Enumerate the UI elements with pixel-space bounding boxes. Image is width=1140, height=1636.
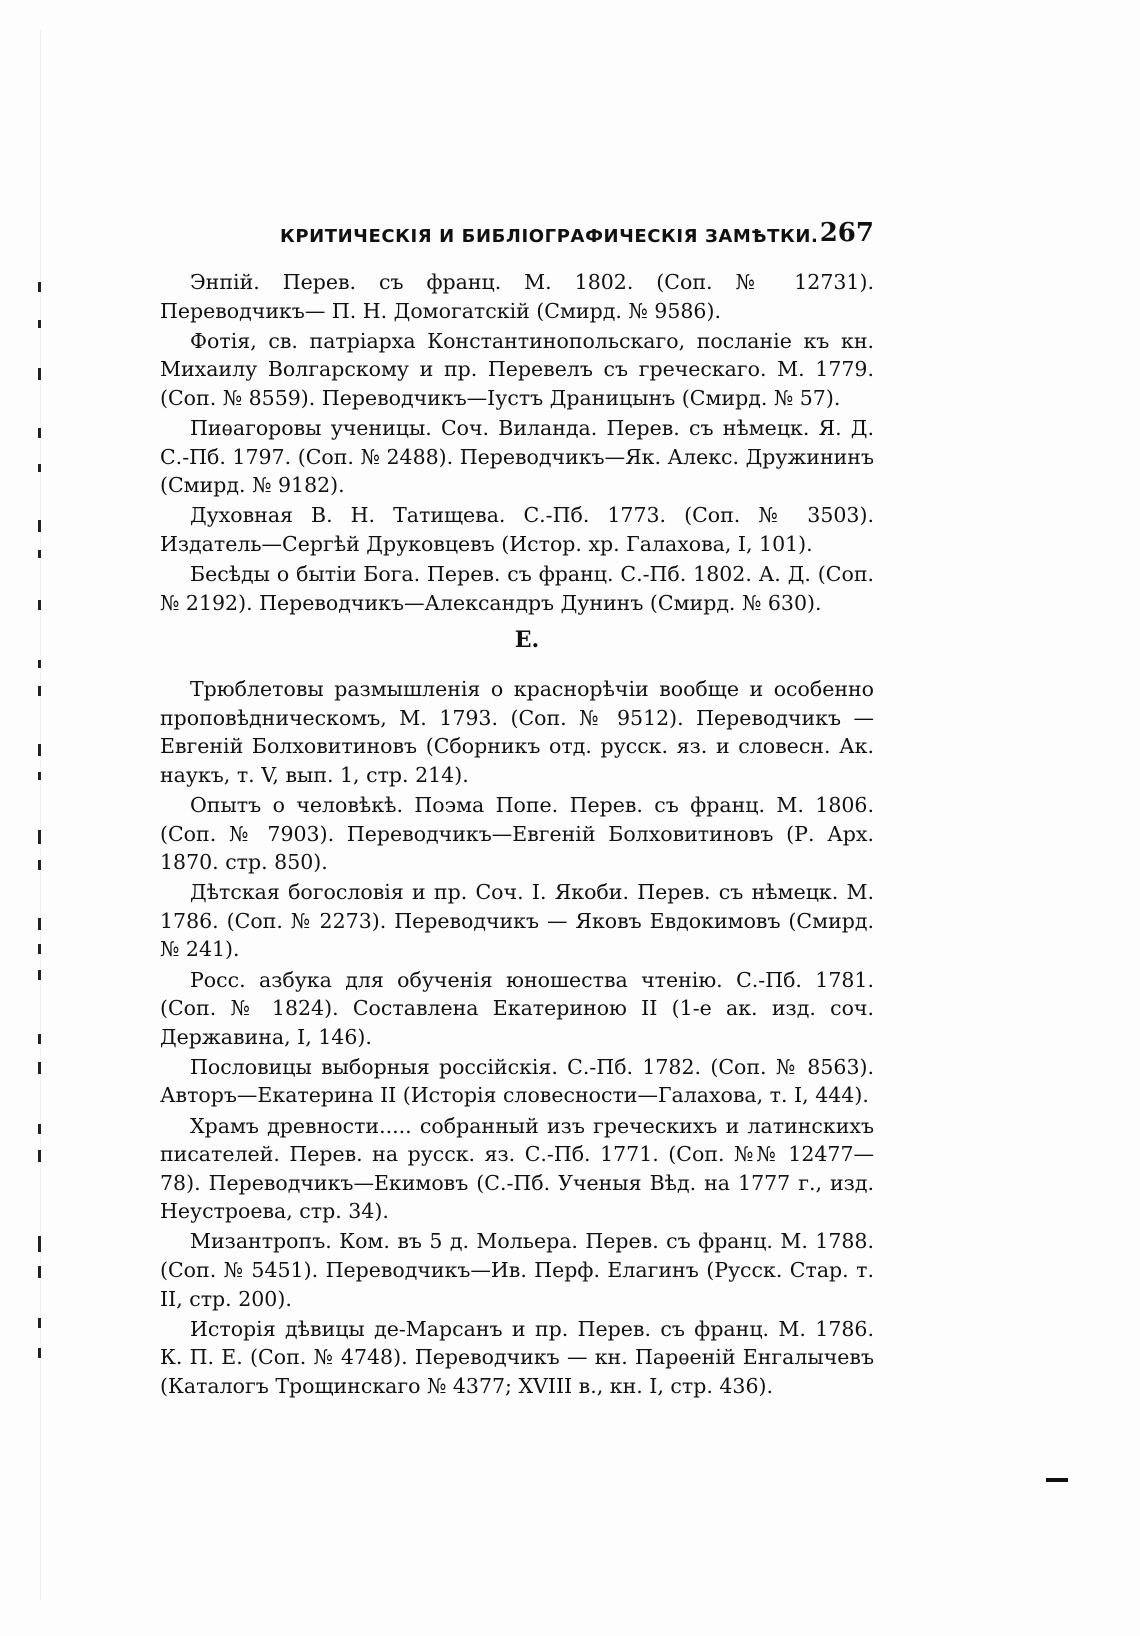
scan-mark <box>38 970 41 980</box>
scan-mark <box>38 1266 41 1278</box>
bibliography-entry: Фотія, св. патріарха Константинопольскаго, посланіе къ кн. Михаилу Волгарскому и пр. Перевелъ съ греческаго. М. 1779. (Соп. № 8559). Переводчикъ—Іустъ Драницынъ (Смирд. № 57). <box>160 328 874 410</box>
bibliography-entry: Бесѣды о бытіи Бога. Перев. съ франц. С.-Пб. 1802. А. Д. (Соп. № 2192). Переводчикъ—Александръ Дунинъ (Смирд. № 630). <box>160 561 874 615</box>
scan-mark <box>38 918 41 930</box>
running-title: КРИТИЧЕСКІЯ И БИБЛІОГРАФИЧЕСКІЯ ЗАМѢТКИ. <box>280 226 819 247</box>
scan-mark <box>38 464 41 472</box>
scan-dash-mark <box>1046 1478 1068 1482</box>
scan-mark <box>38 1062 41 1074</box>
section-letter-heading: Е. <box>514 627 540 654</box>
scan-mark <box>38 686 41 696</box>
running-header <box>262 218 874 252</box>
bibliography-entry: Опытъ о человѣкѣ. Поэма Попе. Перев. съ франц. М. 1806. (Соп. № 7903). Переводчикъ—Евгеній Болховитиновъ (Р. Арх. 1870. стр. 850). <box>160 793 874 875</box>
scan-mark <box>38 428 41 438</box>
scan-mark <box>38 368 41 380</box>
bibliography-entry: Мизантропъ. Ком. въ 5 д. Мольера. Перев. съ франц. М. 1788. (Соп. № 5451). Переводчикъ—Ив. Перф. Елагинъ (Русск. Стар. т. II, стр. 200). <box>160 1229 874 1311</box>
scan-mark <box>38 1124 41 1134</box>
scan-mark <box>38 282 41 292</box>
bibliography-entry: Храмъ древности..... собранный изъ греческихъ и латинскихъ писателей. Перев. на русск. яз. С.-Пб. 1771. (Соп. №№ 12477—78). Переводчикъ—Екимовъ (С.-Пб. Ученыя Вѣд. на 1777 г., изд. Неустроева, стр. 34). <box>160 1113 874 1224</box>
body-text <box>160 268 874 1402</box>
scan-mark <box>38 860 41 870</box>
scan-mark <box>38 744 41 756</box>
scan-mark <box>38 600 41 610</box>
bibliography-entry: Энпій. Перев. съ франц. М. 1802. (Соп. № 12731). Переводчикъ— П. Н. Домогатскій (Смирд. № 9586). <box>160 270 874 323</box>
scan-mark <box>38 1034 41 1044</box>
page-number: 267 <box>819 218 874 248</box>
margin-scan-marks <box>38 268 54 1368</box>
scan-mark <box>38 1236 41 1252</box>
scan-mark <box>38 772 41 780</box>
bibliography-entry: Исторія дѣвицы де-Марсанъ и пр. Перев. съ франц. М. 1786. К. П. Е. (Соп. № 4748). Переводчикъ — кн. Парѳеній Енгалычевъ (Каталогъ Трощинскаго № 4377; XVIII в., кн. I, стр. 436). <box>160 1316 874 1398</box>
scan-mark <box>38 1150 41 1162</box>
scan-mark <box>38 1348 41 1358</box>
bibliography-entry: Духовная В. Н. Татищева. С.-Пб. 1773. (Соп. № 3503). Издатель—Сергѣй Друковцевъ (Истор. хр. Галахова, I, 101). <box>160 503 874 556</box>
scan-mark <box>38 320 41 328</box>
bibliography-entry: Пословицы выборныя россійскія. С.-Пб. 1782. (Соп. № 8563). Авторъ—Екатерина II (Исторія словесности—Галахова, т. I, 444). <box>160 1054 874 1108</box>
scan-mark <box>38 520 41 532</box>
scan-mark <box>38 830 41 844</box>
bibliography-entry: Росс. азбука для обученія юношества чтенію. С.-Пб. 1781. (Соп. № 1824). Составлена Екатериною II (1-е ак. изд. соч. Державина, I, 146). <box>160 967 874 1049</box>
scan-mark <box>38 550 41 558</box>
bibliography-entry: Трюблетовы размышленія о краснорѣчіи вообще и особенно проповѣдническомъ, М. 1793. (Соп. № 9512). Переводчикъ — Евгеній Болховитиновъ (Сборникъ отд. русск. яз. и словесн. Ак. наукъ, т. V, вып. 1, стр. 214). <box>160 677 874 787</box>
bibliography-entry: Пиѳагоровы ученицы. Соч. Виланда. Перев. съ нѣмецк. Я. Д. С.-Пб. 1797. (Соп. № 2488). Переводчикъ—Як. Алекс. Дружининъ (Смирд. № 9182). <box>160 415 874 498</box>
scan-mark <box>38 1318 41 1328</box>
bibliography-entry: Дѣтская богословія и пр. Соч. I. Якоби. Перев. съ нѣмецк. М. 1786. (Соп. № 2273). Переводчикъ — Яковъ Евдокимовъ (Смирд. № 241). <box>160 880 874 962</box>
scan-mark <box>38 660 41 668</box>
scan-mark <box>38 944 41 954</box>
